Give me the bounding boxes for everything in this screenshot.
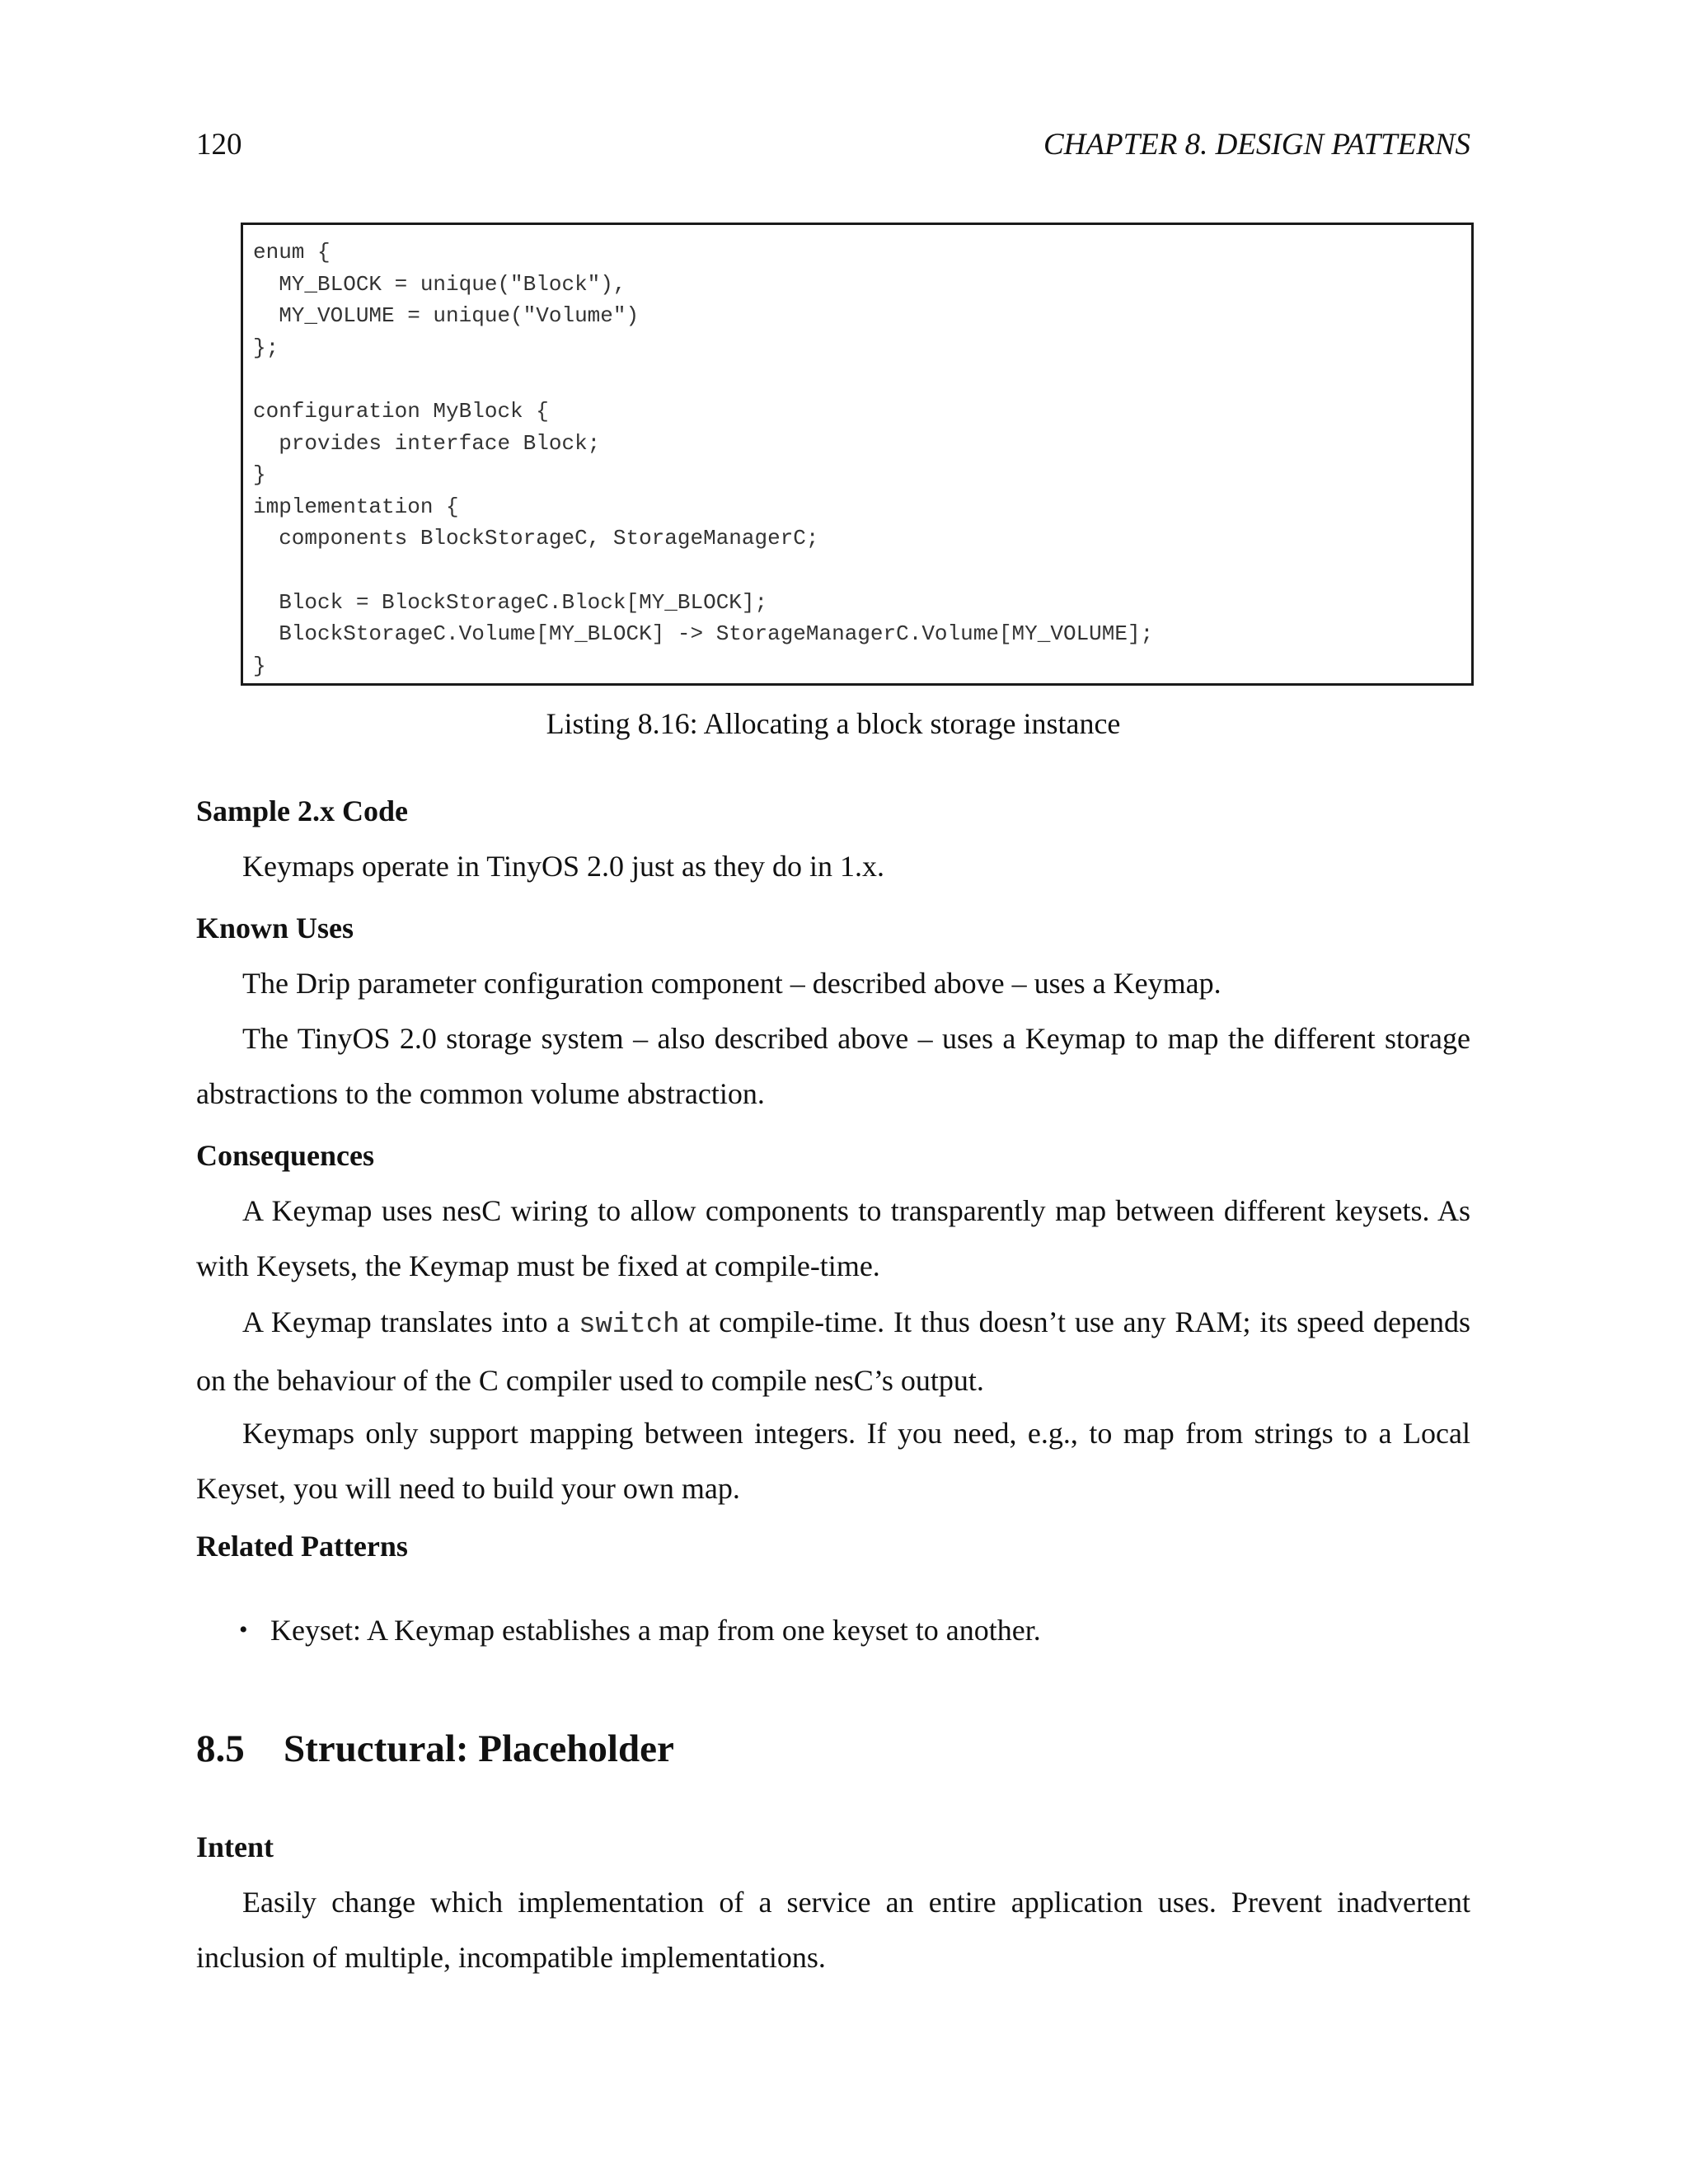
- running-header: [196, 124, 1470, 166]
- chapter-title: CHAPTER 8. DESIGN PATTERNS: [1043, 128, 1470, 162]
- paragraph-text: at compile-time. It thus doesn’t use any RAM; its speed depends on the behaviour of the C compiler used to compile nesC’s output.: [196, 1305, 1470, 1397]
- sample-code-text: Keymaps operate in TinyOS 2.0 just as they do in 1.x.: [242, 850, 884, 883]
- code-line: BlockStorageC.Volume[MY_BLOCK] -> StorageManagerC.Volume[MY_VOLUME];: [253, 621, 1154, 647]
- heading-related-patterns: Related Patterns: [196, 1530, 408, 1563]
- consequences-paragraph: Keymaps only support mapping between integers. If you need, e.g., to map from strings to a Local Keyset, you will need to build your own map.: [196, 1417, 1470, 1505]
- code-line: MY_VOLUME = unique("Volume"): [253, 303, 640, 329]
- section-name: Structural: Placeholder: [284, 1727, 674, 1770]
- page-number: 120: [196, 128, 242, 162]
- code-line: Block = BlockStorageC.Block[MY_BLOCK];: [253, 589, 768, 615]
- code-line: configuration MyBlock {: [253, 398, 549, 424]
- known-uses-paragraph: The TinyOS 2.0 storage system – also described above – uses a Keymap to map the different storage abstractions to the common volume abstraction.: [196, 1022, 1470, 1110]
- code-line: };: [253, 335, 279, 360]
- heading-intent: Intent: [196, 1830, 274, 1863]
- heading-known-uses: Known Uses: [196, 912, 354, 944]
- code-line: }: [253, 462, 266, 488]
- code-line: }: [253, 653, 266, 678]
- section-number: 8.5: [196, 1727, 245, 1770]
- consequences-paragraph: A Keymap uses nesC wiring to allow components to transparently map between different keysets. As with Keysets, the Keymap must be fixed at compile-time.: [196, 1194, 1470, 1282]
- code-line: enum {: [253, 240, 331, 265]
- list-item-text: Keyset: A Keymap establishes a map from one keyset to another.: [270, 1614, 1041, 1647]
- paragraph-text: A Keymap translates into a: [242, 1305, 579, 1338]
- related-patterns-list: [196, 1610, 1470, 1650]
- inline-code: switch: [579, 1310, 680, 1341]
- code-listing: [241, 223, 1474, 686]
- listing-caption: Listing 8.16: Allocating a block storage instance: [546, 707, 1121, 740]
- code-line: components BlockStorageC, StorageManagerC;: [253, 526, 819, 551]
- code-line: provides interface Block;: [253, 430, 601, 456]
- list-item: [196, 1610, 1470, 1650]
- code-line: MY_BLOCK = unique("Block"),: [253, 271, 626, 297]
- code-line: [253, 363, 1461, 396]
- known-uses-paragraph: The Drip parameter configuration component – described above – uses a Keymap.: [242, 967, 1221, 1000]
- heading-consequences: Consequences: [196, 1139, 375, 1172]
- heading-sample-code: Sample 2.x Code: [196, 794, 409, 827]
- code-line: implementation {: [253, 494, 459, 519]
- section-title: [196, 1724, 1470, 1774]
- code-line: [253, 555, 1461, 587]
- intent-paragraph: Easily change which implementation of a service an entire application uses. Prevent inadvertent inclusion of multiple, incompatible implementations.: [196, 1886, 1470, 1974]
- consequences-paragraph: [196, 1295, 1470, 1408]
- bullet-icon: •: [239, 1616, 248, 1643]
